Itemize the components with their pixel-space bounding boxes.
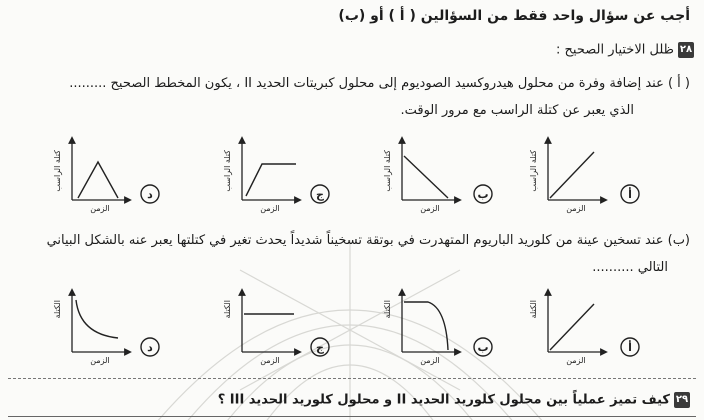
part-a-graph-a[interactable] — [529, 140, 639, 213]
part-a-graph-b[interactable] — [383, 140, 492, 213]
choice-letter: ج — [316, 341, 324, 354]
graph-ylabel: كتلة الراسب — [223, 150, 232, 192]
question-1-number: ٢٨ — [678, 42, 694, 58]
choice-letter: ب — [477, 341, 489, 354]
graph-ylabel: الكتلة — [529, 300, 538, 319]
part-a-graph-d[interactable] — [53, 140, 159, 213]
part-a-graph-c[interactable] — [223, 140, 329, 213]
graph-xlabel: الزمن — [90, 204, 110, 213]
question-2-number: ٢٩ — [674, 392, 690, 408]
graph-ylabel: الكتلة — [383, 300, 392, 319]
graph-xlabel: الزمن — [566, 204, 586, 213]
choice-letter: أ — [628, 341, 632, 354]
part-b-graph-a[interactable] — [529, 292, 639, 365]
graph-xlabel: الزمن — [260, 356, 280, 365]
part-b-line-2: التالي .......... — [592, 260, 668, 275]
increasing-curve — [550, 304, 594, 350]
part-b-line-1: (ب) عند تسخين عينة من كلوريد الباريوم المتهدرت في بوتقة تسخيناً شديداً يحدث تغير في كتلتها يعبر عنه بالشكل البياني — [46, 233, 690, 248]
graph-xlabel: الزمن — [566, 356, 586, 365]
exam-heading: أجب عن سؤال واحد فقط من السؤالين ( أ ) أو (ب) — [338, 8, 690, 24]
graph-xlabel: الزمن — [420, 356, 440, 365]
rise-flat-curve — [246, 164, 296, 196]
part-a-line-1: ( أ ) عند إضافة وفرة من محلول هيدروكسيد الصوديوم إلى محلول كبريتات الحديد II ، يكون المخطط الصحيح ......... — [69, 76, 690, 91]
question-2-text: كيف تميز عملياً بين محلول كلوريد الحديد II و محلول كلوريد الحديد III ؟ — [217, 392, 670, 408]
graph-xlabel: الزمن — [420, 204, 440, 213]
part-b-graph-c[interactable] — [223, 292, 329, 365]
graph-xlabel: الزمن — [260, 204, 280, 213]
choice-letter: ب — [477, 188, 489, 201]
choice-letter: أ — [628, 188, 632, 201]
choice-letter: ج — [316, 188, 324, 201]
increasing-curve — [550, 152, 594, 198]
graph-ylabel: الكتلة — [223, 300, 232, 319]
graph-ylabel: كتلة الراسب — [383, 150, 392, 192]
flat-drop-curve — [404, 302, 448, 350]
graph-ylabel: الكتلة — [53, 300, 62, 319]
graph-ylabel: كتلة الراسب — [529, 150, 538, 192]
choice-letter: د — [147, 341, 153, 354]
choice-letter: د — [147, 188, 153, 201]
decay-curve — [76, 300, 118, 338]
graph-xlabel: الزمن — [90, 356, 110, 365]
part-b-graph-b[interactable] — [383, 292, 492, 365]
graph-ylabel: كتلة الراسب — [53, 150, 62, 192]
question-2 — [218, 392, 690, 408]
part-a-line-2: الذي يعبر عن كتلة الراسب مع مرور الوقت. — [400, 103, 634, 118]
decreasing-curve — [404, 156, 448, 198]
instruction-text: ظلل الاختيار الصحيح : — [556, 42, 674, 58]
triangle-curve — [78, 162, 118, 198]
answer-box-top — [8, 416, 696, 417]
section-divider — [8, 378, 696, 379]
part-b-graph-d[interactable] — [53, 292, 159, 365]
